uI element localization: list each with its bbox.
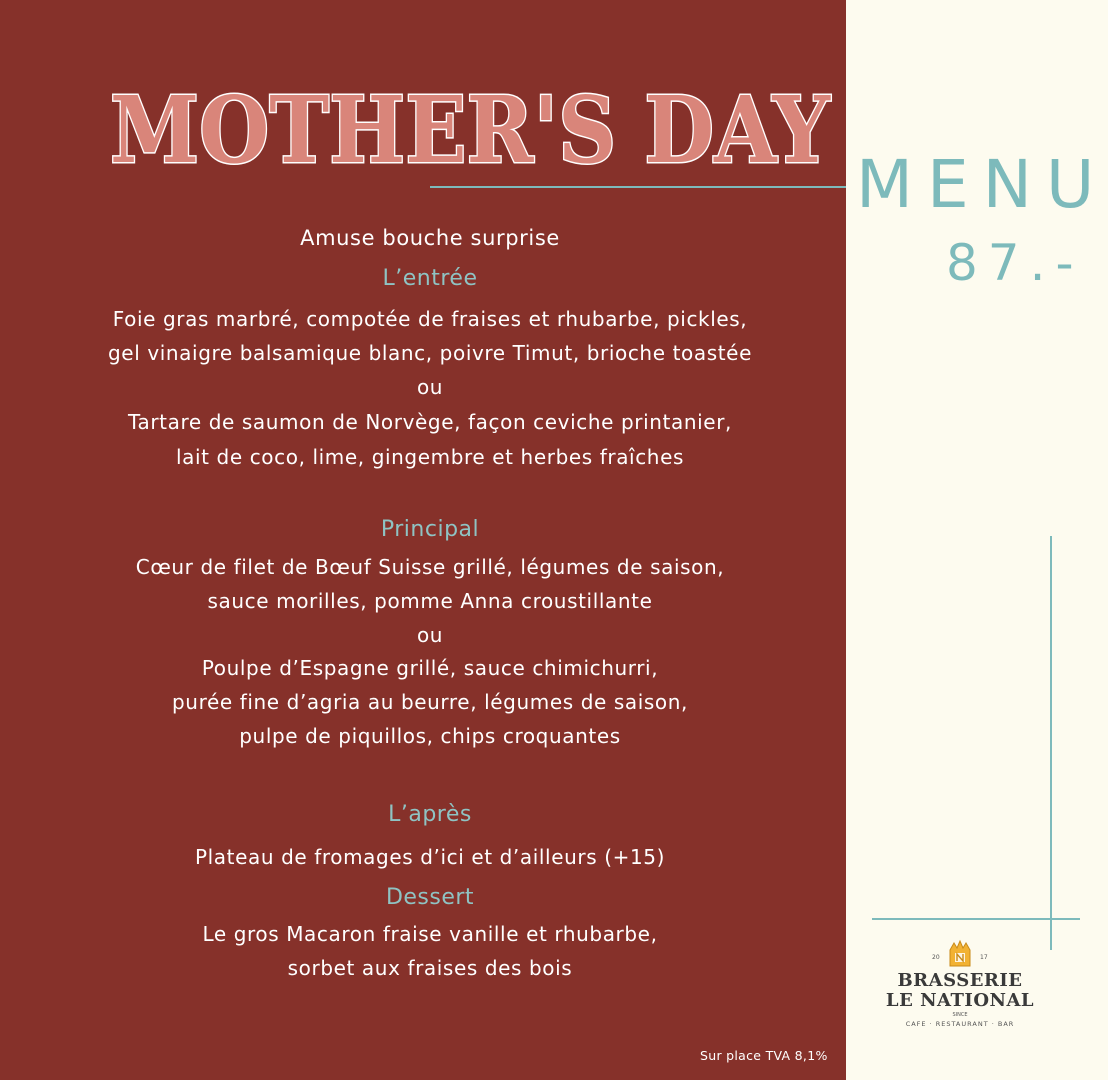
page-title bbox=[100, 70, 840, 184]
logo-name-line2: LE NATIONAL bbox=[885, 990, 1035, 1011]
logo-year-right: 17 bbox=[980, 954, 988, 961]
section-heading-apres: L’après bbox=[388, 802, 472, 827]
page-title-text: MOTHER'S DAY bbox=[110, 76, 832, 184]
menu-line: Foie gras marbré, compotée de fraises et rhubarbe, pickles, bbox=[112, 307, 748, 331]
menu-line: Poulpe d’Espagne grillé, sauce chimichurri, bbox=[201, 656, 659, 680]
menu-line-or: ou bbox=[416, 375, 444, 399]
menu-line: Tartare de saumon de Norvège, façon ceviche printanier, bbox=[128, 410, 732, 434]
menu-line: Cœur de filet de Bœuf Suisse grillé, légumes de saison, bbox=[135, 555, 725, 579]
decor-horizontal-line bbox=[872, 918, 1080, 920]
logo-tagline: CAFE · RESTAURANT · BAR bbox=[905, 1020, 1015, 1028]
menu-line: pulpe de piquillos, chips croquantes bbox=[239, 724, 621, 748]
amuse-bouche: Amuse bouche surprise bbox=[300, 226, 560, 250]
menu-line: sorbet aux fraises des bois bbox=[287, 956, 573, 980]
crown-badge-icon bbox=[948, 940, 972, 968]
menu-price: 87.- bbox=[946, 234, 1084, 292]
brasserie-logo bbox=[880, 940, 1040, 1040]
title-underline bbox=[430, 186, 846, 188]
logo-year-left: 20 bbox=[932, 954, 940, 961]
menu-line: purée fine d’agria au beurre, légumes de saison, bbox=[172, 690, 688, 714]
vat-note: Sur place TVA 8,1% bbox=[700, 1048, 828, 1063]
menu-line: Le gros Macaron fraise vanille et rhubarbe, bbox=[202, 922, 658, 946]
section-heading-principal: Principal bbox=[380, 517, 480, 542]
menu-line: Plateau de fromages d’ici et d’ailleurs (+15) bbox=[194, 845, 666, 869]
menu-word: MENU bbox=[856, 146, 1108, 223]
menu-line: lait de coco, lime, gingembre et herbes fraîches bbox=[175, 445, 685, 469]
menu-line-or: ou bbox=[416, 623, 444, 647]
menu-line: sauce morilles, pomme Anna croustillante bbox=[207, 589, 653, 613]
logo-since: SINCE bbox=[952, 1012, 968, 1018]
section-heading-dessert: Dessert bbox=[385, 885, 475, 910]
logo-name-line1: BRASSERIE bbox=[897, 970, 1023, 991]
menu-line: gel vinaigre balsamique blanc, poivre Timut, brioche toastée bbox=[108, 341, 752, 365]
section-heading-entree: L’entrée bbox=[382, 266, 478, 291]
decor-vertical-line bbox=[1050, 536, 1052, 950]
